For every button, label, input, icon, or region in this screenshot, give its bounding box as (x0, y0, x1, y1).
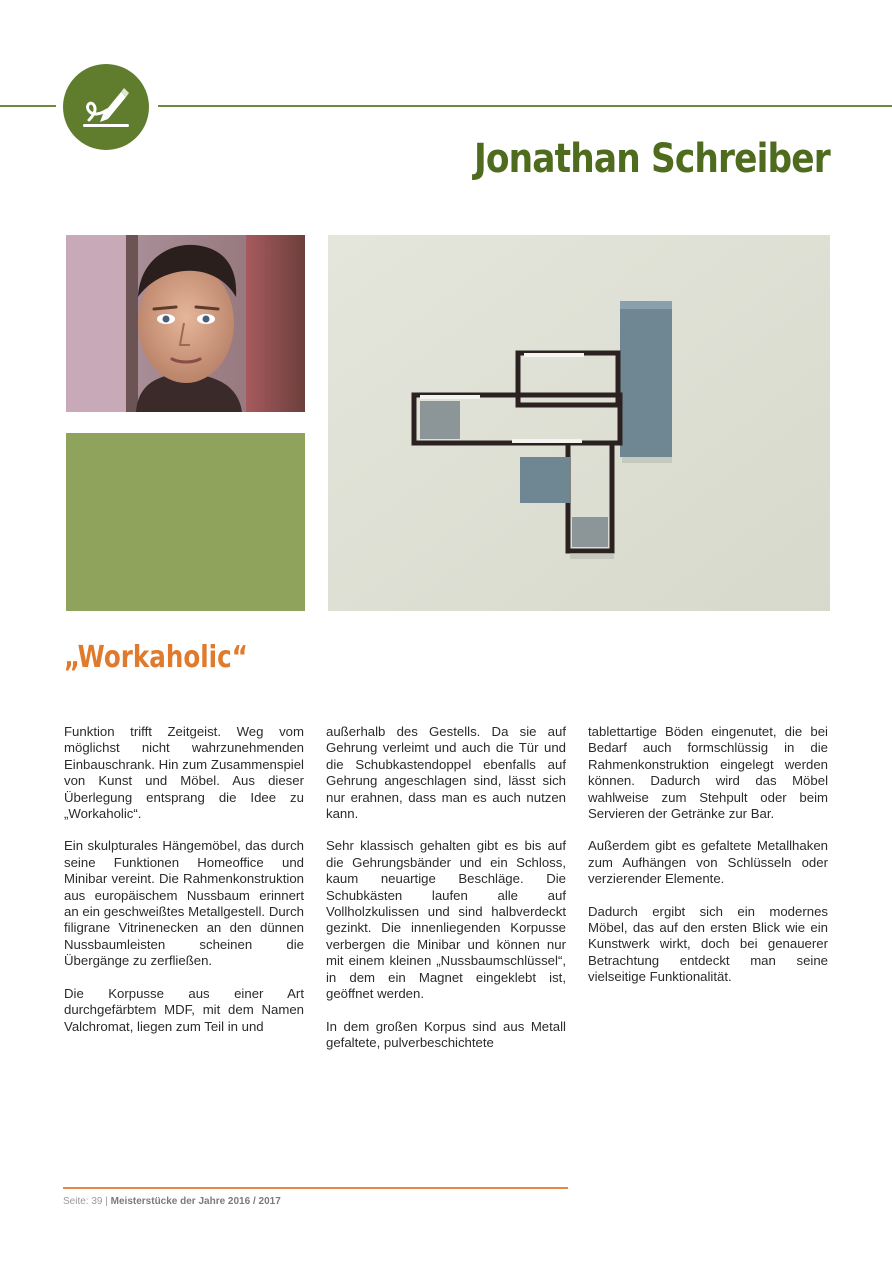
header-rule-right (158, 105, 892, 107)
text-column-3 (588, 724, 828, 1002)
paragraph: Die Korpusse aus einer Art durchgefärbtem MDF, mit dem Namen Valchromat, liegen zum Teil in und (64, 985, 304, 1034)
paragraph: tablettartige Böden eingenutet, die bei Bedarf auch formschlüssig in die Rahmenkonstruktion eingelegt werden können. Dadurch wird das Möbel wahlweise zum Stehpult oder beim Servieren der Getränke zur Bar. (588, 724, 828, 822)
paragraph: Sehr klassisch gehalten gibt es bis auf die Gehrungsbänder und ein Schloss, kaum neuartige Beschläge. Die Schubkästen laufen alle auf Vollholzkulissen und sind halbverdeckt gezinkt. Die innenliegenden Korpusse verbergen die Minibar und können nur mit einem kleinen „Nussbaumschlüssel“, in dem ein Magnet eingeklebt ist, geöffnet werden. (326, 838, 566, 1002)
paragraph: Ein skulpturales Hängemöbel, das durch seine Funktionen Homeoffice und Minibar vereint. Die Rahmenkonstruktion aus europäischem Nussbaum erinnert an ein geschweißtes Metallgestell. Durch filigrane Vitrinenecken an den dünnen Nussbaumleisten scheinen die Übergänge zu zerfließen. (64, 838, 304, 969)
footer-rule (63, 1187, 568, 1189)
page-footer (63, 1196, 281, 1207)
product-photo (328, 235, 830, 611)
portrait-photo (66, 235, 305, 412)
paragraph: außerhalb des Gestells. Da sie auf Gehrung verleimt und auch die Tür und die Schubkastendoppel ebenfalls auf Gehrung angeschlagen sind, lässt sich nur erahnen, dass man es auch nutzen kann. (326, 724, 566, 822)
paragraph: Außerdem gibt es gefaltete Metallhaken zum Aufhängen von Schlüsseln oder verzierender Elemente. (588, 838, 828, 887)
color-block (66, 433, 305, 611)
publication-title: Meisterstücke der Jahre 2016 / 2017 (110, 1196, 281, 1207)
logo-badge (63, 64, 149, 150)
footer-separator: | (105, 1196, 108, 1207)
text-column-1 (64, 724, 304, 1051)
paragraph: In dem großen Korpus sind aus Metall gefaltete, pulverbeschichtete (326, 1018, 566, 1050)
paragraph: Funktion trifft Zeitgeist. Weg vom möglichst nicht wahrzunehmenden Einbauschrank. Hin zum Zusammenspiel von Kunst und Möbel. Aus dieser Überlegung entsprang die Idee zu „Workaholic“. (64, 724, 304, 822)
page-title: Jonathan Schreiber (474, 136, 830, 182)
paragraph: Dadurch ergibt sich ein modernes Möbel, das auf den ersten Blick wie ein Kunstwerk wirkt, doch bei genauerer Betrachtung entdeckt man seine vielseitige Funktionalität. (588, 903, 828, 985)
text-column-2 (326, 724, 566, 1067)
page-number: Seite: 39 (63, 1196, 103, 1207)
article-subtitle: „Workaholic“ (64, 640, 248, 675)
pen-writing-icon (63, 64, 149, 150)
header-rule-left (0, 105, 56, 107)
